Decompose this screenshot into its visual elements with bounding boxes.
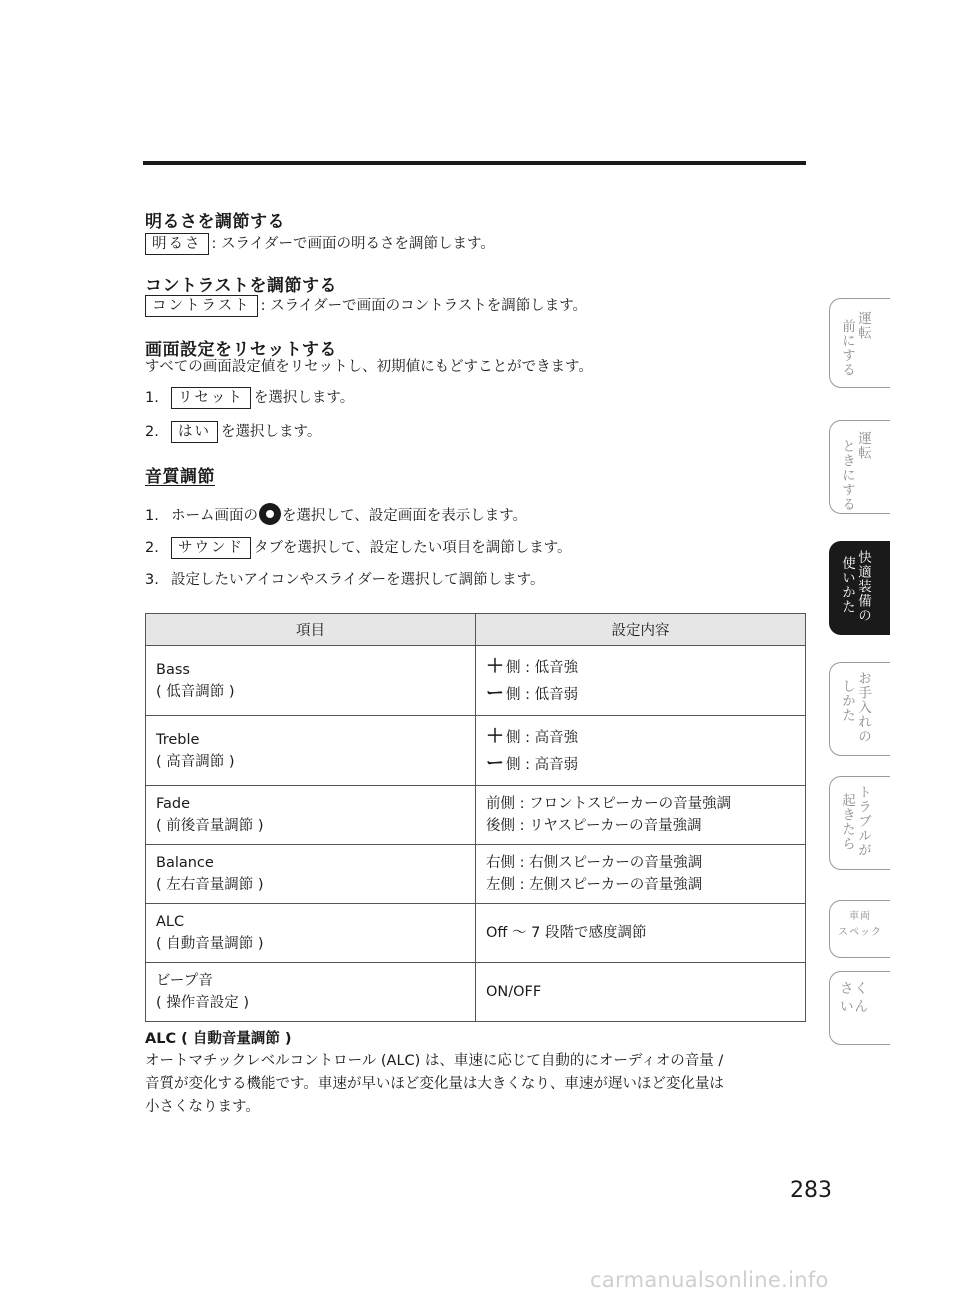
item-sub: ( 低音調節 ) [156,683,235,700]
tab-label: 運転 [855,311,871,340]
item-cell [146,646,476,716]
item-name: Bass [156,661,190,678]
item-cell [146,904,476,963]
contrast-line [145,295,587,317]
gear-icon[interactable] [259,503,281,525]
tab-comfort-equipment[interactable] [829,541,890,635]
tab-label: お手入れの [855,671,871,744]
item-name: Fade [156,796,191,812]
tab-label: 使いかた [839,556,855,614]
tab-label: 快適装備の [855,550,871,623]
item-sub: ( 前後音量調節 ) [156,818,264,834]
table-row [146,904,806,963]
tab-specs[interactable] [829,900,890,958]
contrast-heading: コントラストを調節する [145,276,337,296]
top-rule [143,161,806,165]
item-name: Treble [156,731,200,748]
brightness-button[interactable]: 明るさ [145,233,209,255]
tab-driving-when[interactable] [829,420,890,514]
table-row [146,963,806,1022]
column-header-content: 設定内容 [476,614,806,646]
item-sub: ( 高音調節 ) [156,753,235,770]
content-line: Off 〜 7 段階で感度調節 [486,925,647,941]
step-text: 設定したいアイコンやスライダーを選択して調節します。 [171,572,545,588]
contrast-button[interactable]: コントラスト [145,295,258,317]
sound-heading: 音質調節 [145,467,215,487]
content-line: 側 : 低音強 [506,659,579,676]
yes-button[interactable]: はい [171,421,218,443]
item-cell [146,963,476,1022]
brightness-line [145,233,495,255]
tab-trouble[interactable] [829,776,890,870]
content-cell [476,786,806,845]
content-cell [476,963,806,1022]
step-number: 1. [145,508,159,524]
step-text: タブを選択して、設定したい項目を調節します。 [254,540,572,556]
table-header-row [146,614,806,646]
item-sub: ( 左右音量調節 ) [156,877,264,893]
tab-label: トラブルが [855,785,871,858]
tab-label: 運転 [855,431,871,460]
content-line: 右側 : 右側スピーカーの音量強調 [486,855,703,871]
item-cell [146,845,476,904]
step-text: ホーム画面の [171,508,258,524]
contrast-desc: : スライダーで画面のコントラストを調節します。 [260,298,588,314]
step-text: を選択します。 [253,390,355,406]
alc-note-heading: ALC ( 自動音量調節 ) [145,1031,292,1047]
reset-desc: すべての画面設定値をリセットし、初期値にもどすことができます。 [145,359,593,375]
item-cell [146,716,476,786]
reset-button[interactable]: リセット [171,387,251,409]
brightness-desc: : スライダーで画面の明るさを調節します。 [211,236,495,252]
step-text: を選択して、設定画面を表示します。 [282,508,528,524]
table-row [146,845,806,904]
content-line: 側 : 高音弱 [506,756,579,773]
content-line: 左側 : 左側スピーカーの音量強調 [486,877,703,893]
tab-care[interactable] [829,662,890,756]
alc-note-line: オートマチックレベルコントロール (ALC) は、車速に応じて自動的にオーディオの音量 / [145,1053,724,1069]
content-line: ON/OFF [486,984,542,1000]
item-cell [146,786,476,845]
step-number: 2. [145,540,159,556]
column-header-item: 項目 [146,614,476,646]
step-text: を選択します。 [221,424,322,440]
table-row [146,716,806,786]
item-name: Balance [156,855,214,871]
tab-label: さく [840,981,869,997]
tab-label: 車両 [849,911,871,922]
reset-step-1 [145,387,354,409]
step-number: 2. [145,424,159,440]
watermark: carmanualsonline.info [590,1268,829,1292]
tab-label: スペック [838,927,882,938]
item-name: ビープ音 [156,973,213,989]
content-line: 後側 : リヤスピーカーの音量強調 [486,818,702,834]
content-line: 側 : 高音強 [506,729,579,746]
minus-symbol: ー [486,752,504,774]
brightness-heading: 明るさを調節する [145,212,285,232]
reset-heading: 画面設定をリセットする [145,340,337,360]
table-row [146,646,806,716]
content-cell [476,845,806,904]
plus-symbol: ＋ [486,725,504,747]
step-number: 3. [145,572,159,588]
content-line: 側 : 低音弱 [506,686,579,703]
sound-step-2 [145,537,572,559]
tab-label: 起きたら [839,793,855,851]
item-name: ALC [156,914,185,930]
tab-index[interactable] [829,971,890,1045]
content-cell [476,904,806,963]
sound-step-1 [145,503,527,527]
content-cell [476,646,806,716]
alc-note-line: 音質が変化する機能です。車速が早いほど変化量は大きくなり、車速が遅いほど変化量は [145,1076,724,1092]
content-cell [476,716,806,786]
tab-label: いん [840,999,869,1015]
item-sub: ( 自動音量調節 ) [156,936,264,952]
sound-tab-button[interactable]: サウンド [171,537,251,559]
minus-symbol: ー [486,682,504,704]
tab-label: ときにする [839,439,855,512]
reset-step-2 [145,421,321,443]
table-row [146,786,806,845]
alc-note-line: 小さくなります。 [145,1099,260,1115]
page-number: 283 [790,1178,832,1203]
sound-settings-table [145,613,806,1022]
item-sub: ( 操作音設定 ) [156,995,250,1011]
tab-label: しかた [839,679,855,723]
sound-step-3 [145,569,545,591]
tab-driving-before[interactable] [829,298,890,388]
tab-label: 前にする [839,319,855,377]
plus-symbol: ＋ [486,655,504,677]
content-line: 前側 : フロントスピーカーの音量強調 [486,796,732,812]
step-number: 1. [145,390,159,406]
